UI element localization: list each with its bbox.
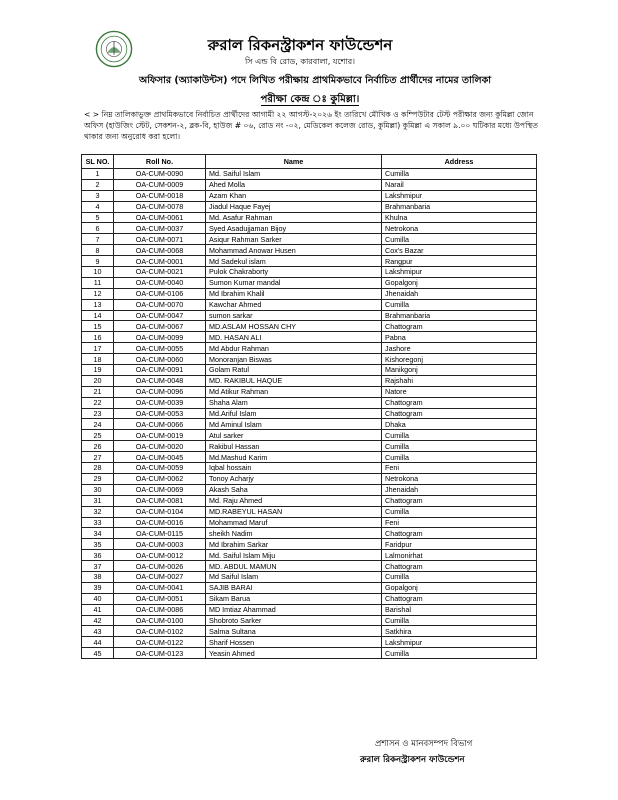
cell-name: Yeasin Ahmed bbox=[206, 648, 382, 659]
cell-address: Lakshmipur bbox=[382, 637, 537, 648]
cell-address: Jhenaidah bbox=[382, 484, 537, 495]
cell-roll: OA-CUM-0019 bbox=[114, 430, 206, 441]
cell-roll: OA-CUM-0099 bbox=[114, 332, 206, 343]
cell-address: Khulna bbox=[382, 212, 537, 223]
cell-sl: 3 bbox=[82, 190, 114, 201]
cell-roll: OA-CUM-0055 bbox=[114, 343, 206, 354]
table-row bbox=[82, 343, 537, 354]
signature-department: প্রশাসন ও মানবসম্পদ বিভাগ bbox=[375, 739, 473, 749]
cell-address: Feni bbox=[382, 463, 537, 474]
exam-center-label: পরীক্ষা কেন্দ্র ঃ কুমিল্লা। bbox=[260, 94, 360, 105]
cell-sl: 45 bbox=[82, 648, 114, 659]
table-row bbox=[82, 648, 537, 659]
cell-name: Tonoy Acharjy bbox=[206, 473, 382, 484]
table-row bbox=[82, 571, 537, 582]
cell-name: Sumon Kumar mandal bbox=[206, 277, 382, 288]
cell-roll: OA-CUM-0040 bbox=[114, 277, 206, 288]
cell-address: Netrokona bbox=[382, 223, 537, 234]
organization-address: সি এন্ড বি রোড, কারবালা, যশোর। bbox=[245, 57, 355, 66]
table-row bbox=[82, 604, 537, 615]
cell-name: MD. HASAN ALI bbox=[206, 332, 382, 343]
cell-name: Md Abdur Rahman bbox=[206, 343, 382, 354]
cell-sl: 29 bbox=[82, 473, 114, 484]
table-row bbox=[82, 539, 537, 550]
cell-sl: 8 bbox=[82, 245, 114, 256]
cell-roll: OA-CUM-0096 bbox=[114, 386, 206, 397]
cell-address: Netrokona bbox=[382, 473, 537, 484]
table-row bbox=[82, 169, 537, 180]
table-row bbox=[82, 223, 537, 234]
cell-sl: 35 bbox=[82, 539, 114, 550]
cell-sl: 34 bbox=[82, 528, 114, 539]
cell-sl: 36 bbox=[82, 550, 114, 561]
cell-address: Manikgonj bbox=[382, 365, 537, 376]
cell-roll: OA-CUM-0060 bbox=[114, 354, 206, 365]
cell-address: Cumilla bbox=[382, 169, 537, 180]
cell-roll: OA-CUM-0106 bbox=[114, 288, 206, 299]
table-row bbox=[82, 626, 537, 637]
cell-roll: OA-CUM-0081 bbox=[114, 495, 206, 506]
cell-roll: OA-CUM-0018 bbox=[114, 190, 206, 201]
cell-sl: 38 bbox=[82, 571, 114, 582]
cell-name: Asiqur Rahman Sarker bbox=[206, 234, 382, 245]
cell-roll: OA-CUM-0086 bbox=[114, 604, 206, 615]
cell-roll: OA-CUM-0051 bbox=[114, 593, 206, 604]
cell-sl: 6 bbox=[82, 223, 114, 234]
cell-sl: 4 bbox=[82, 201, 114, 212]
cell-roll: OA-CUM-0100 bbox=[114, 615, 206, 626]
cell-name: Mohammad Maruf bbox=[206, 517, 382, 528]
cell-sl: 21 bbox=[82, 386, 114, 397]
organization-name: রুরাল রিকনস্ট্রাকশন ফাউন্ডেশন bbox=[207, 36, 393, 54]
cell-name: Md. Asafur Rahman bbox=[206, 212, 382, 223]
table-row bbox=[82, 506, 537, 517]
cell-sl: 28 bbox=[82, 463, 114, 474]
cell-name: MD.ASLAM HOSSAN CHY bbox=[206, 321, 382, 332]
table-row bbox=[82, 375, 537, 386]
table-row bbox=[82, 517, 537, 528]
table-row bbox=[82, 441, 537, 452]
cell-roll: OA-CUM-0016 bbox=[114, 517, 206, 528]
cell-address: Cumilla bbox=[382, 506, 537, 517]
cell-name: Shaha Alam bbox=[206, 397, 382, 408]
cell-sl: 10 bbox=[82, 267, 114, 278]
table-row bbox=[82, 593, 537, 604]
foundation-logo-icon bbox=[95, 30, 133, 68]
cell-name: Md.Ariful Islam bbox=[206, 408, 382, 419]
cell-address: Gopalgonj bbox=[382, 277, 537, 288]
table-row bbox=[82, 582, 537, 593]
cell-name: Md Ibrahim Khalil bbox=[206, 288, 382, 299]
cell-sl: 32 bbox=[82, 506, 114, 517]
cell-address: Cumilla bbox=[382, 430, 537, 441]
cell-name: Pulok Chakraborty bbox=[206, 267, 382, 278]
cell-sl: 40 bbox=[82, 593, 114, 604]
cell-sl: 20 bbox=[82, 375, 114, 386]
cell-address: Satkhira bbox=[382, 626, 537, 637]
cell-name: Md.Mashud Karim bbox=[206, 452, 382, 463]
cell-name: Jiadul Haque Fayej bbox=[206, 201, 382, 212]
cell-sl: 16 bbox=[82, 332, 114, 343]
cell-address: Dhaka bbox=[382, 419, 537, 430]
cell-name: Golam Ratul bbox=[206, 365, 382, 376]
cell-address: Chattogram bbox=[382, 495, 537, 506]
cell-sl: 2 bbox=[82, 179, 114, 190]
cell-name: Md Ibrahim Sarkar bbox=[206, 539, 382, 550]
cell-address: Gopalgonj bbox=[382, 582, 537, 593]
table-row bbox=[82, 550, 537, 561]
table-row bbox=[82, 452, 537, 463]
cell-name: MD Imtiaz Ahammad bbox=[206, 604, 382, 615]
cell-sl: 30 bbox=[82, 484, 114, 495]
cell-roll: OA-CUM-0070 bbox=[114, 299, 206, 310]
cell-address: Chattogram bbox=[382, 528, 537, 539]
cell-roll: OA-CUM-0102 bbox=[114, 626, 206, 637]
cell-sl: 42 bbox=[82, 615, 114, 626]
cell-roll: OA-CUM-0078 bbox=[114, 201, 206, 212]
cell-roll: OA-CUM-0037 bbox=[114, 223, 206, 234]
cell-name: Md. Raju Ahmed bbox=[206, 495, 382, 506]
cell-roll: OA-CUM-0091 bbox=[114, 365, 206, 376]
cell-roll: OA-CUM-0066 bbox=[114, 419, 206, 430]
table-row bbox=[82, 277, 537, 288]
cell-name: Ahed Molla bbox=[206, 179, 382, 190]
table-row bbox=[82, 288, 537, 299]
cell-address: Pabna bbox=[382, 332, 537, 343]
cell-address: Cumilla bbox=[382, 571, 537, 582]
cell-roll: OA-CUM-0115 bbox=[114, 528, 206, 539]
cell-address: Cumilla bbox=[382, 234, 537, 245]
table-row bbox=[82, 299, 537, 310]
cell-roll: OA-CUM-0026 bbox=[114, 561, 206, 572]
cell-name: sumon sarkar bbox=[206, 310, 382, 321]
cell-sl: 7 bbox=[82, 234, 114, 245]
cell-address: Chattogram bbox=[382, 593, 537, 604]
exam-center bbox=[200, 92, 420, 109]
table-row bbox=[82, 637, 537, 648]
table-header-row bbox=[82, 155, 537, 169]
cell-roll: OA-CUM-0059 bbox=[114, 463, 206, 474]
cell-name: Mohammad Anowar Husen bbox=[206, 245, 382, 256]
table-row bbox=[82, 473, 537, 484]
cell-roll: OA-CUM-0068 bbox=[114, 245, 206, 256]
cell-name: SAJIB BARAI bbox=[206, 582, 382, 593]
signature-organization: রুরাল রিকনস্ট্রাকশন ফাউন্ডেশন bbox=[360, 755, 465, 765]
table-row bbox=[82, 528, 537, 539]
candidate-table bbox=[81, 154, 537, 659]
cell-address: Chattogram bbox=[382, 397, 537, 408]
table-row bbox=[82, 179, 537, 190]
cell-roll: OA-CUM-0009 bbox=[114, 179, 206, 190]
cell-roll: OA-CUM-0090 bbox=[114, 169, 206, 180]
table-row bbox=[82, 234, 537, 245]
table-row bbox=[82, 365, 537, 376]
cell-roll: OA-CUM-0069 bbox=[114, 484, 206, 495]
cell-roll: OA-CUM-0027 bbox=[114, 571, 206, 582]
notice-title: অফিসার (অ্যাকাউন্টস) পদে লিখিত পরীক্ষায় প্রাথমিকভাবে নির্বাচিত প্রার্থীদের নামের তালিকা bbox=[138, 75, 491, 86]
table-row bbox=[82, 201, 537, 212]
cell-name: Md Aminul Islam bbox=[206, 419, 382, 430]
cell-roll: OA-CUM-0122 bbox=[114, 637, 206, 648]
cell-sl: 37 bbox=[82, 561, 114, 572]
table-row bbox=[82, 267, 537, 278]
table-row bbox=[82, 397, 537, 408]
cell-roll: OA-CUM-0067 bbox=[114, 321, 206, 332]
cell-roll: OA-CUM-0021 bbox=[114, 267, 206, 278]
table-row bbox=[82, 463, 537, 474]
table-row bbox=[82, 245, 537, 256]
cell-roll: OA-CUM-0001 bbox=[114, 256, 206, 267]
cell-address: Chattogram bbox=[382, 408, 537, 419]
cell-address: Cumilla bbox=[382, 648, 537, 659]
cell-address: Narail bbox=[382, 179, 537, 190]
table-row bbox=[82, 615, 537, 626]
cell-sl: 31 bbox=[82, 495, 114, 506]
cell-roll: OA-CUM-0041 bbox=[114, 582, 206, 593]
cell-sl: 44 bbox=[82, 637, 114, 648]
cell-name: MD.RABEYUL HASAN bbox=[206, 506, 382, 517]
cell-name: Md Saiful Islam bbox=[206, 571, 382, 582]
cell-sl: 12 bbox=[82, 288, 114, 299]
cell-sl: 26 bbox=[82, 441, 114, 452]
cell-sl: 13 bbox=[82, 299, 114, 310]
cell-roll: OA-CUM-0039 bbox=[114, 397, 206, 408]
cell-address: Cumilla bbox=[382, 299, 537, 310]
cell-name: Sikam Barua bbox=[206, 593, 382, 604]
table-row bbox=[82, 190, 537, 201]
table-row bbox=[82, 310, 537, 321]
cell-sl: 23 bbox=[82, 408, 114, 419]
cell-address: Rangpur bbox=[382, 256, 537, 267]
cell-roll: OA-CUM-0071 bbox=[114, 234, 206, 245]
cell-name: Shobroto Sarker bbox=[206, 615, 382, 626]
cell-name: Akash Saha bbox=[206, 484, 382, 495]
cell-sl: 18 bbox=[82, 354, 114, 365]
cell-address: Cox's Bazar bbox=[382, 245, 537, 256]
column-header-roll: Roll No. bbox=[114, 155, 206, 169]
cell-name: Kawchar Ahmed bbox=[206, 299, 382, 310]
cell-name: Salma Sultana bbox=[206, 626, 382, 637]
cell-sl: 27 bbox=[82, 452, 114, 463]
cell-sl: 14 bbox=[82, 310, 114, 321]
cell-sl: 41 bbox=[82, 604, 114, 615]
cell-address: Lakshmipur bbox=[382, 267, 537, 278]
cell-name: Md Sadekul islam bbox=[206, 256, 382, 267]
cell-sl: 33 bbox=[82, 517, 114, 528]
cell-address: Natore bbox=[382, 386, 537, 397]
cell-name: MD. RAKIBUL HAQUE bbox=[206, 375, 382, 386]
cell-roll: OA-CUM-0003 bbox=[114, 539, 206, 550]
cell-sl: 5 bbox=[82, 212, 114, 223]
cell-name: sheikh Nadim bbox=[206, 528, 382, 539]
column-header-address: Address bbox=[382, 155, 537, 169]
cell-name: Md. Saiful Islam Miju bbox=[206, 550, 382, 561]
table-row bbox=[82, 212, 537, 223]
table-row bbox=[82, 386, 537, 397]
cell-address: Kishoregonj bbox=[382, 354, 537, 365]
cell-sl: 24 bbox=[82, 419, 114, 430]
cell-sl: 15 bbox=[82, 321, 114, 332]
column-header-sl: SL NO. bbox=[82, 155, 114, 169]
cell-address: Cumilla bbox=[382, 615, 537, 626]
cell-address: Lakshmipur bbox=[382, 190, 537, 201]
cell-address: Cumilla bbox=[382, 452, 537, 463]
cell-roll: OA-CUM-0053 bbox=[114, 408, 206, 419]
cell-sl: 22 bbox=[82, 397, 114, 408]
cell-roll: OA-CUM-0047 bbox=[114, 310, 206, 321]
cell-roll: OA-CUM-0020 bbox=[114, 441, 206, 452]
cell-sl: 39 bbox=[82, 582, 114, 593]
cell-address: Feni bbox=[382, 517, 537, 528]
cell-roll: OA-CUM-0104 bbox=[114, 506, 206, 517]
cell-sl: 25 bbox=[82, 430, 114, 441]
cell-address: Faridpur bbox=[382, 539, 537, 550]
cell-address: Jashore bbox=[382, 343, 537, 354]
table-row bbox=[82, 419, 537, 430]
table-row bbox=[82, 332, 537, 343]
column-header-name: Name bbox=[206, 155, 382, 169]
table-row bbox=[82, 256, 537, 267]
cell-sl: 9 bbox=[82, 256, 114, 267]
cell-roll: OA-CUM-0048 bbox=[114, 375, 206, 386]
cell-name: MD. ABDUL MAMUN bbox=[206, 561, 382, 572]
cell-name: Monoranjan Biswas bbox=[206, 354, 382, 365]
cell-name: Iqbal hossain bbox=[206, 463, 382, 474]
table-row bbox=[82, 484, 537, 495]
notice-body: < > নিম্ন তালিকাভুক্ত প্রাথমিকভাবে নির্বাচিত প্রার্থীদের আগামী ২২ আগস্ট-২০২৬ ইং তারিখে মৌখিক ও কম্পিউটার টেস্ট পরীক্ষার জন্য কুমিল্লা জোন অফিস (হাউজিং স্টেট, সেকশন-২, ব্লক-বি, হাউজ # ০৬, রোড নং -০২, মেডিকেল কলেজ রোড, কুমিল্লা) কুমিল্লা এ সকাল ৯.০০ ঘটিকার মধ্যে উপস্থিত থাকার জন্য অনুরোধ করা হলো। bbox=[84, 110, 538, 141]
table-row bbox=[82, 408, 537, 419]
cell-address: Chattogram bbox=[382, 321, 537, 332]
table-row bbox=[82, 561, 537, 572]
table-row bbox=[82, 430, 537, 441]
table-row bbox=[82, 321, 537, 332]
cell-address: Brahmanbaria bbox=[382, 310, 537, 321]
cell-roll: OA-CUM-0045 bbox=[114, 452, 206, 463]
cell-address: Lalmonirhat bbox=[382, 550, 537, 561]
cell-address: Cumilla bbox=[382, 441, 537, 452]
cell-sl: 11 bbox=[82, 277, 114, 288]
cell-address: Jhenaidah bbox=[382, 288, 537, 299]
cell-name: Azam Khan bbox=[206, 190, 382, 201]
table-row bbox=[82, 354, 537, 365]
cell-name: Md. Saiful Islam bbox=[206, 169, 382, 180]
cell-address: Brahmanbaria bbox=[382, 201, 537, 212]
cell-address: Rajshahi bbox=[382, 375, 537, 386]
cell-name: Syed Asadujjaman Bijoy bbox=[206, 223, 382, 234]
cell-address: Barishal bbox=[382, 604, 537, 615]
cell-roll: OA-CUM-0012 bbox=[114, 550, 206, 561]
cell-name: Atul sarker bbox=[206, 430, 382, 441]
cell-sl: 43 bbox=[82, 626, 114, 637]
cell-roll: OA-CUM-0062 bbox=[114, 473, 206, 484]
table-body bbox=[82, 169, 537, 659]
cell-name: Rakibul Hassan bbox=[206, 441, 382, 452]
cell-roll: OA-CUM-0061 bbox=[114, 212, 206, 223]
cell-roll: OA-CUM-0123 bbox=[114, 648, 206, 659]
cell-address: Chattogram bbox=[382, 561, 537, 572]
cell-name: Sharif Hossen bbox=[206, 637, 382, 648]
cell-sl: 17 bbox=[82, 343, 114, 354]
table-row bbox=[82, 495, 537, 506]
cell-name: Md Atikur Rahman bbox=[206, 386, 382, 397]
cell-sl: 19 bbox=[82, 365, 114, 376]
cell-sl: 1 bbox=[82, 169, 114, 180]
